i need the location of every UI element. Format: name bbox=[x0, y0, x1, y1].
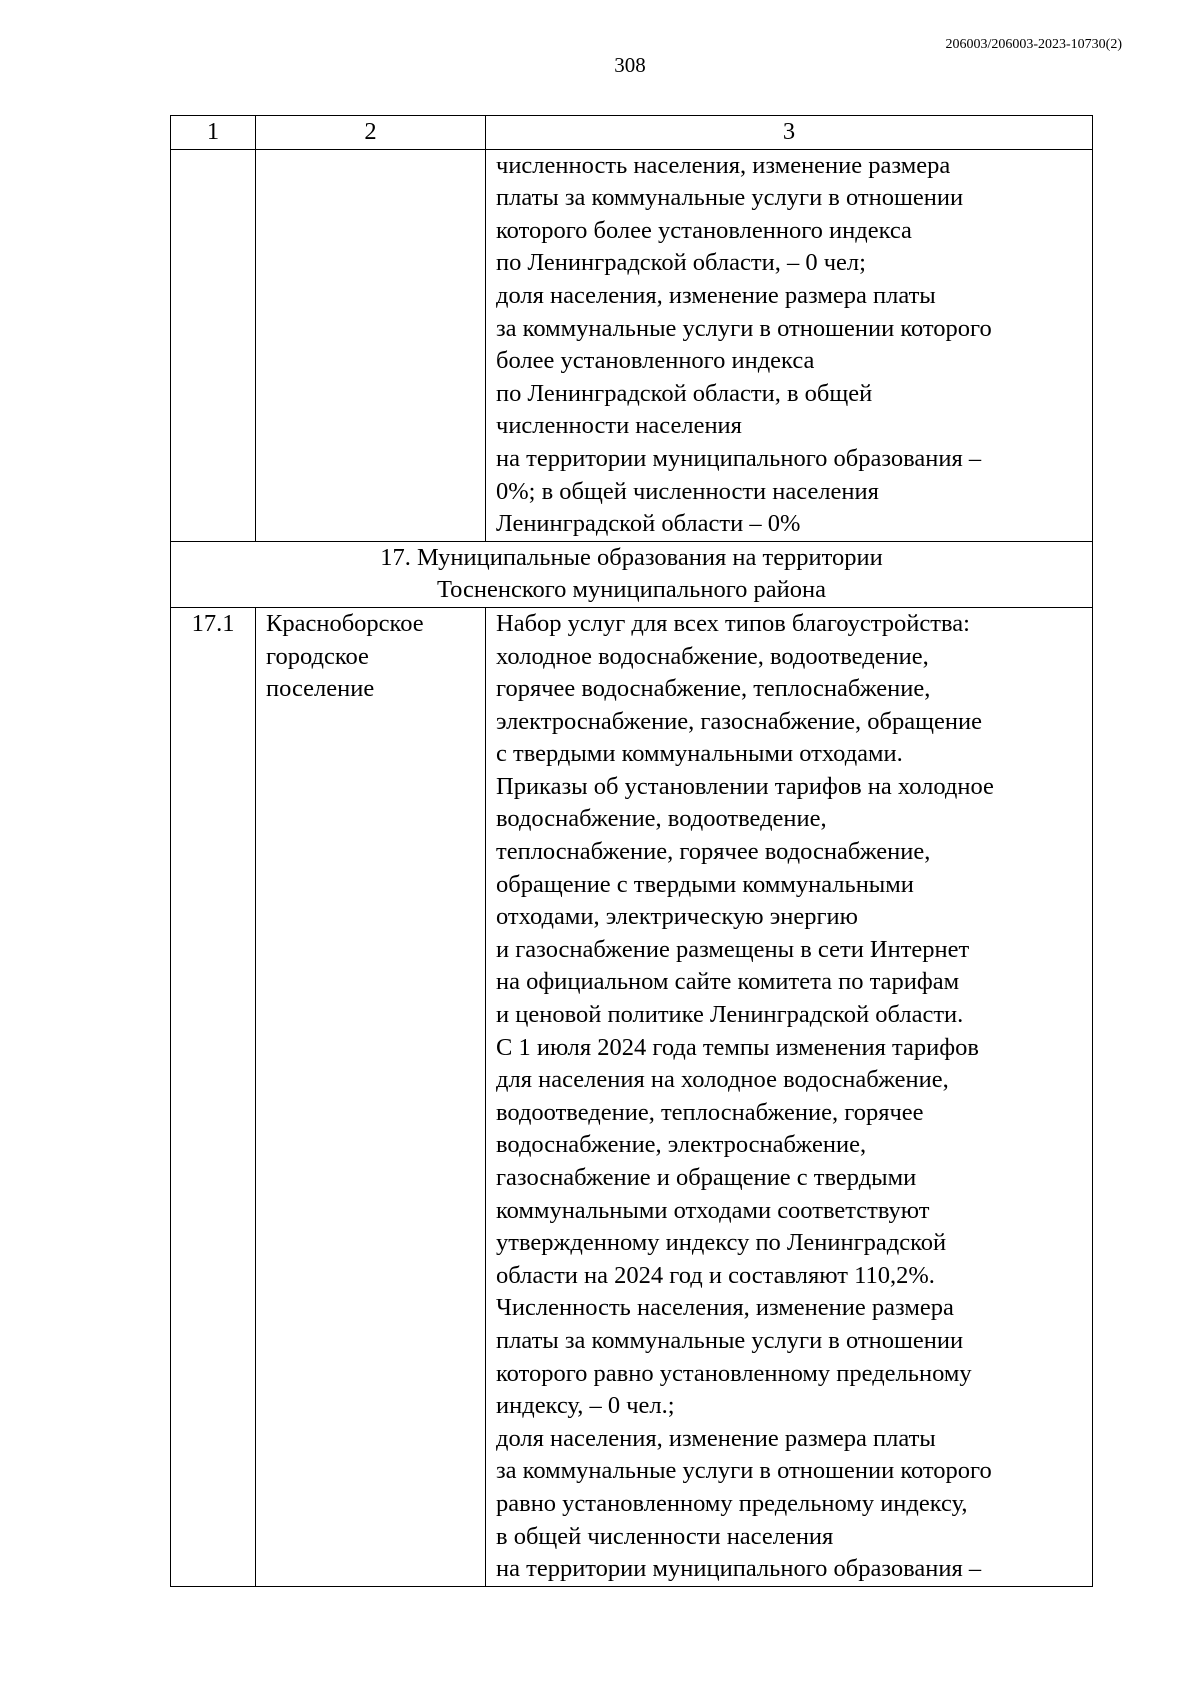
text-line: на официальном сайте комитета по тарифам bbox=[496, 968, 960, 996]
section-heading-line: 17. Муниципальные образования на территории bbox=[380, 543, 883, 571]
text-line: в общей численности населения bbox=[496, 1522, 834, 1550]
name-line: поселение bbox=[266, 675, 375, 703]
row-name-cell bbox=[256, 607, 486, 1586]
row-description-cell bbox=[486, 607, 1093, 1586]
text-line: электроснабжение, газоснабжение, обращение bbox=[496, 707, 982, 735]
row-name-cell bbox=[256, 149, 486, 541]
column-header-1: 1 bbox=[171, 116, 256, 150]
section-heading-line: Тосненского муниципального района bbox=[437, 576, 826, 604]
text-line: Набор услуг для всех типов благоустройства: bbox=[496, 609, 970, 637]
text-line: 0%; в общей численности населения bbox=[496, 477, 879, 505]
text-line: для населения на холодное водоснабжение, bbox=[496, 1066, 949, 1094]
text-line: равно установленному предельному индексу, bbox=[496, 1489, 968, 1517]
text-line: доля населения, изменение размера платы bbox=[496, 281, 936, 309]
text-line: за коммунальные услуги в отношении которого bbox=[496, 1457, 992, 1485]
page-number: 308 bbox=[614, 53, 646, 77]
table-header-row bbox=[171, 116, 1093, 150]
table-row-continuation bbox=[171, 149, 1093, 541]
text-line: за коммунальные услуги в отношении которого bbox=[496, 314, 992, 342]
section-heading bbox=[171, 541, 1093, 607]
text-line: численность населения, изменение размера bbox=[496, 151, 951, 179]
text-line: газоснабжение и обращение с твердыми bbox=[496, 1164, 917, 1191]
text-line: Численность населения, изменение размера bbox=[496, 1294, 954, 1322]
text-line: горячее водоснабжение, теплоснабжение, bbox=[496, 675, 931, 703]
text-line: которого равно установленному предельному bbox=[496, 1359, 972, 1387]
row-number-cell bbox=[171, 149, 256, 541]
text-line: С 1 июля 2024 года темпы изменения тарифов bbox=[496, 1033, 979, 1061]
text-line: холодное водоснабжение, водоотведение, bbox=[496, 642, 929, 670]
section-heading-row bbox=[171, 541, 1093, 607]
text-line: утвержденному индексу по Ленинградской bbox=[496, 1229, 947, 1257]
text-line: отходами, электрическую энергию bbox=[496, 903, 858, 931]
text-line: коммунальными отходами соответствуют bbox=[496, 1196, 930, 1224]
document-id: 206003/206003-2023-10730(2) bbox=[945, 37, 1122, 52]
text-line: обращение с твердыми коммунальными bbox=[496, 870, 914, 898]
row-number-cell: 17.1 bbox=[171, 607, 256, 1586]
text-line: с твердыми коммунальными отходами. bbox=[496, 740, 903, 768]
text-line: на территории муниципального образования – bbox=[496, 1555, 982, 1583]
text-line: по Ленинградской области, в общей bbox=[496, 379, 873, 407]
data-table bbox=[170, 115, 1093, 1587]
text-line: по Ленинградской области, – 0 чел; bbox=[496, 249, 866, 277]
text-line: платы за коммунальные услуги в отношении bbox=[496, 1326, 964, 1354]
text-line: и ценовой политике Ленинградской области. bbox=[496, 1001, 964, 1029]
name-line: городское bbox=[266, 642, 369, 670]
column-header-2: 2 bbox=[256, 116, 486, 150]
text-line: и газоснабжение размещены в сети Интернет bbox=[496, 935, 970, 963]
text-line: которого более установленного индекса bbox=[496, 216, 912, 244]
text-line: области на 2024 год и составляют 110,2%. bbox=[496, 1261, 935, 1289]
name-line: Красноборское bbox=[266, 609, 424, 637]
column-header-3: 3 bbox=[486, 116, 1093, 150]
row-description-cell bbox=[486, 149, 1093, 541]
text-line: на территории муниципального образования – bbox=[496, 444, 982, 472]
text-line: теплоснабжение, горячее водоснабжение, bbox=[496, 838, 931, 866]
text-line: платы за коммунальные услуги в отношении bbox=[496, 184, 964, 212]
text-line: индексу, – 0 чел.; bbox=[496, 1392, 675, 1420]
text-line: доля населения, изменение размера платы bbox=[496, 1424, 936, 1452]
text-line: более установленного индекса bbox=[496, 347, 815, 375]
text-line: водоснабжение, электроснабжение, bbox=[496, 1131, 867, 1159]
text-line: водоотведение, теплоснабжение, горячее bbox=[496, 1098, 924, 1126]
text-line: Ленинградской области – 0% bbox=[496, 510, 801, 538]
text-line: численности населения bbox=[496, 412, 742, 440]
text-line: водоснабжение, водоотведение, bbox=[496, 805, 827, 833]
text-line: Приказы об установлении тарифов на холодное bbox=[496, 772, 994, 800]
table-row-17-1 bbox=[171, 607, 1093, 1586]
